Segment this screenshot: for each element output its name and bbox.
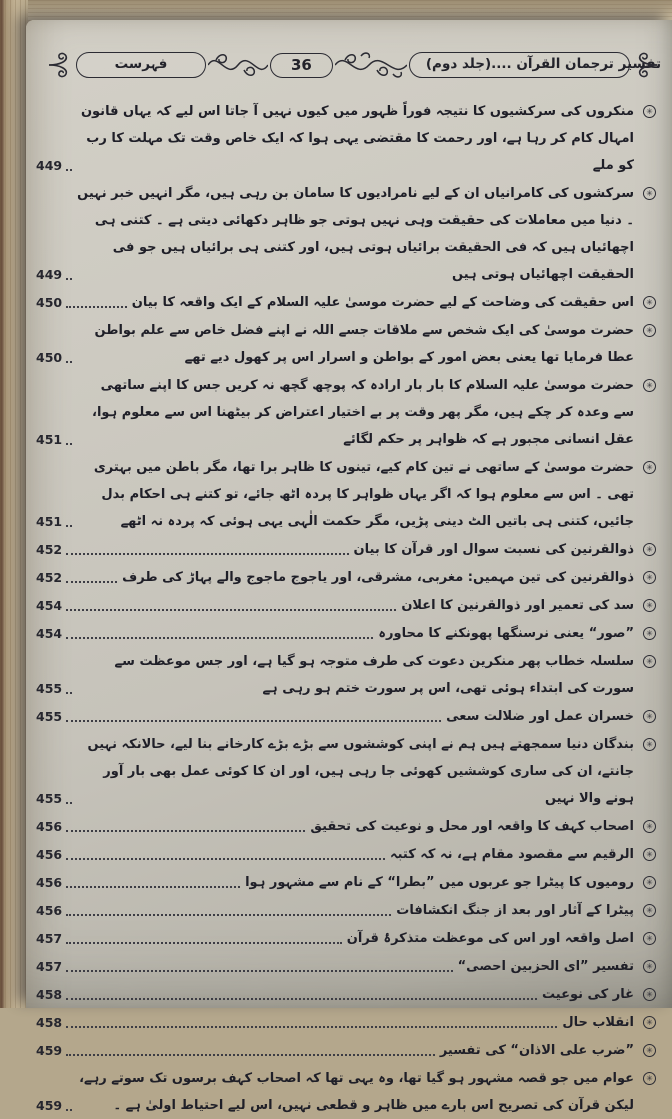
toc-entry-page: 451 [36,432,63,447]
scanned-page [26,20,672,1113]
toc-entry-page: 458 [36,1015,63,1030]
toc-list [34,98,660,1119]
toc-entry [36,1009,656,1036]
section-title-cartouche [76,52,206,78]
dotted-leader [66,858,385,860]
rosette-bullet-icon: ✳ [643,932,656,945]
toc-entry-text: ”ضرب علی الاذان“ کی تفسیر [439,1043,634,1058]
toc-entry-page: 450 [36,350,63,365]
rosette-bullet-icon: ✳ [643,543,656,556]
dotted-leader [66,830,305,832]
toc-entry-text: اس حقیقت کی وضاحت کے لیے حضرت موسیٰ علیہ السلام کے ایک واقعہ کا بیان [131,295,634,310]
toc-entry-text: ذوالقرنین کی نسبت سوال اور قرآن کا بیان [353,542,634,557]
rosette-bullet-icon: ✳ [643,461,656,474]
rosette-bullet-icon: ✳ [643,655,656,668]
rosette-bullet-icon: ✳ [643,738,656,751]
toc-entry-text: سلسلہ خطاب پھر منکرین دعوت کی طرف متوجہ ہو گیا ہے، اور جس موعظت سے سورت کی ابتداء ہوئی تھی، اس پر سورت ختم ہو رہی ہے [114,654,634,696]
scroll-curl-left-icon [48,48,74,82]
toc-entry-text: منکروں کی سرکشیوں کا نتیجہ فوراً ظہور میں کیوں نہیں آ جاتا اس لیے کہ یہاں قانون امہال کام کر رہا ہے، اور رحمت کا مقتضی یہی ہوا کہ ایک خاص وقت تک مہلت کا رب کو ملے [80,104,634,173]
toc-entry [36,1037,656,1064]
dotted-leader [66,886,240,888]
rosette-bullet-icon: ✳ [643,627,656,640]
dotted-leader [66,998,537,1000]
dotted-leader [66,1054,435,1056]
toc-entry-text: حضرت موسیٰ علیہ السلام کا بار بار ارادہ کہ پوچھ گچھ نہ کریں جس کا اپنے ساتھی سے وعدہ کر چکے ہیں، مگر پھر وقت پر بے اختیار اعتراض کر بیٹھنا اس سے معلوم ہوا، عقل انسانی مجبور ہے کہ ظواہر پر حکم لگائے [92,378,634,447]
toc-entry-text: الرقیم سے مقصود مقام ہے، نہ کہ کتبہ [389,847,634,862]
toc-entry [36,731,656,812]
toc-entry-text: حضرت موسیٰ کے ساتھی نے تین کام کیے، تینوں کا ظاہر برا تھا، مگر باطن میں بہتری تھی ۔ اس سے معلوم ہوا کہ اگر یہاں ظواہر کا پردہ اٹھ جائے، تو کتنے ہی احکام بدل جائیں، کتنی ہی باتیں الٹ دینی پڑیں، مگر حکمت الٰہی یہی ہوئی کہ پردہ نہ اٹھے [93,460,634,529]
toc-entry-text: ”صور“ یعنی نرسنگھا پھونکنے کا محاورہ [378,626,634,641]
rosette-bullet-icon: ✳ [643,187,656,200]
book-title: تفسیر ترجمان القرآن ....(جلد دوم) [425,56,662,72]
toc-entry-page: 456 [36,819,63,834]
toc-entry [36,925,656,952]
toc-entry-page: 459 [36,1098,63,1113]
dotted-leader [66,637,373,639]
toc-entry-page: 451 [36,514,63,529]
toc-entry-text: عوام میں جو قصہ مشہور ہو گیا تھا، وہ یہی تھا کہ اصحاب کہف برسوں تک سوتے رہے، لیکن قرآن کی تصریح اس بارے میں ظاہر و قطعی نہیں، اس لیے احتیاط اولیٰ ہے ۔ [79,1071,634,1113]
toc-entry [36,289,656,316]
rosette-bullet-icon: ✳ [643,296,656,309]
dotted-leader [66,306,127,308]
dotted-leader [66,720,441,722]
dotted-leader [66,1026,557,1028]
toc-entry [36,841,656,868]
dotted-leader [66,169,72,171]
rosette-bullet-icon: ✳ [643,960,656,973]
toc-entry [36,536,656,563]
dotted-leader [66,970,453,972]
toc-entry-page: 456 [36,903,63,918]
toc-entry-page: 457 [36,959,63,974]
toc-entry-text: انقلاب حال [562,1015,634,1030]
rosette-bullet-icon: ✳ [643,105,656,118]
toc-entry [36,564,656,591]
toc-entry-text: رومیوں کا پیٹرا جو عربوں میں ”بطرا“ کے نام سے مشہور ہوا [245,875,634,890]
toc-entry [36,98,656,179]
dotted-leader [66,802,72,804]
toc-entry-text: حضرت موسیٰ کی ایک شخص سے ملاقات جسے اللہ نے اپنے فضل خاص سے علم بواطن عطا فرمایا تھا یعنی بعض امور کے بواطن و اسرار اس پر کھول دیے تھے [94,323,634,365]
toc-entry-page: 450 [36,295,63,310]
dotted-leader [66,361,72,363]
rosette-bullet-icon: ✳ [643,1016,656,1029]
rosette-bullet-icon: ✳ [643,988,656,1001]
toc-entry-text: تفسیر ”ای الحزبین احصی“ [457,959,634,974]
toc-entry [36,981,656,1008]
toc-entry [36,813,656,840]
book-title-cartouche [409,52,662,78]
toc-entry-page: 456 [36,847,63,862]
toc-entry-text: بندگان دنیا سمجھتے ہیں ہم نے اپنی کوششوں سے بڑے بڑے کارخانے بنا لیے، حالانکہ نہیں جانتے، ان کی ساری کوششیں کھوئی جا رہی ہیں، اور ان کا کوئی عمل بھی بار آور ہونے والا نہیں [87,737,634,806]
page-header [48,42,662,88]
toc-entry [36,317,656,371]
toc-entry [36,620,656,647]
toc-entry [36,648,656,702]
dotted-leader [66,692,72,694]
rosette-bullet-icon: ✳ [643,379,656,392]
rosette-bullet-icon: ✳ [643,571,656,584]
toc-entry [36,1065,656,1119]
vine-ornament-icon [335,48,407,82]
dotted-leader [66,525,72,527]
section-title: فہرست [114,56,168,72]
toc-entry-page: 455 [36,681,63,696]
rosette-bullet-icon: ✳ [643,876,656,889]
toc-entry [36,372,656,453]
toc-entry-text: غار کی نوعیت [542,987,634,1002]
toc-entry-page: 457 [36,931,63,946]
rosette-bullet-icon: ✳ [643,599,656,612]
book-page-edges-left [0,0,28,1008]
toc-entry-page: 454 [36,626,63,641]
toc-entry-text: سد کی تعمیر اور ذوالقرنین کا اعلان [401,598,634,613]
dotted-leader [66,581,117,583]
dotted-leader [66,443,72,445]
toc-entry [36,180,656,288]
dotted-leader [66,914,391,916]
dotted-leader [66,609,396,611]
dotted-leader [66,1109,72,1111]
vine-ornament-icon [208,48,268,82]
toc-entry-text: پیٹرا کے آثار اور بعد از جنگ انکشافات [396,903,634,918]
toc-entry-page: 452 [36,542,63,557]
toc-entry [36,953,656,980]
toc-entry-text: اصحاب کہف کا واقعہ اور محل و نوعیت کی تحقیق [310,819,634,834]
rosette-bullet-icon: ✳ [643,324,656,337]
toc-entry-page: 455 [36,709,63,724]
toc-entry-page: 449 [36,158,63,173]
toc-entry-text: سرکشوں کی کامرانیاں ان کے لیے نامرادیوں کا سامان بن رہی ہیں، مگر انہیں خبر نہیں ۔ دنیا میں معاملات کی حقیقت وہی نہیں ہوتی جو ظاہر دکھائی دیتی ہے ۔ کتنی ہی اچھائیاں ہیں کہ فی الحقیقت برائیاں ہوتی ہیں، اور کتنی ہی برائیاں ہیں جو فی الحقیقت اچھائیاں ہوتی ہیں [77,186,634,282]
scroll-curl-right-icon [632,48,658,82]
toc-entry-page: 455 [36,791,63,806]
page-number-pill [270,53,333,78]
toc-entry-text: اصل واقعہ اور اس کی موعظت متذکرۂ قرآن [346,931,634,946]
toc-entry [36,454,656,535]
rosette-bullet-icon: ✳ [643,904,656,917]
toc-entry [36,592,656,619]
rosette-bullet-icon: ✳ [643,820,656,833]
rosette-bullet-icon: ✳ [643,1072,656,1085]
toc-entry-page: 458 [36,987,63,1002]
toc-entry-text: خسران عمل اور ضلالت سعی [446,709,634,724]
page-number: 36 [291,55,312,74]
toc-entry-page: 449 [36,267,63,282]
rosette-bullet-icon: ✳ [643,710,656,723]
toc-entry-page: 454 [36,598,63,613]
rosette-bullet-icon: ✳ [643,1044,656,1057]
dotted-leader [66,942,342,944]
toc-entry [36,897,656,924]
toc-entry [36,703,656,730]
toc-entry-page: 452 [36,570,63,585]
toc-entry [36,869,656,896]
toc-entry-page: 456 [36,875,63,890]
dotted-leader [66,553,348,555]
toc-entry-page: 459 [36,1043,63,1058]
toc-entry-text: ذوالقرنین کی تین مہمیں: مغربی، مشرقی، اور یاجوج ماجوج والے پہاڑ کی طرف [122,570,634,585]
dotted-leader [66,278,72,280]
rosette-bullet-icon: ✳ [643,848,656,861]
